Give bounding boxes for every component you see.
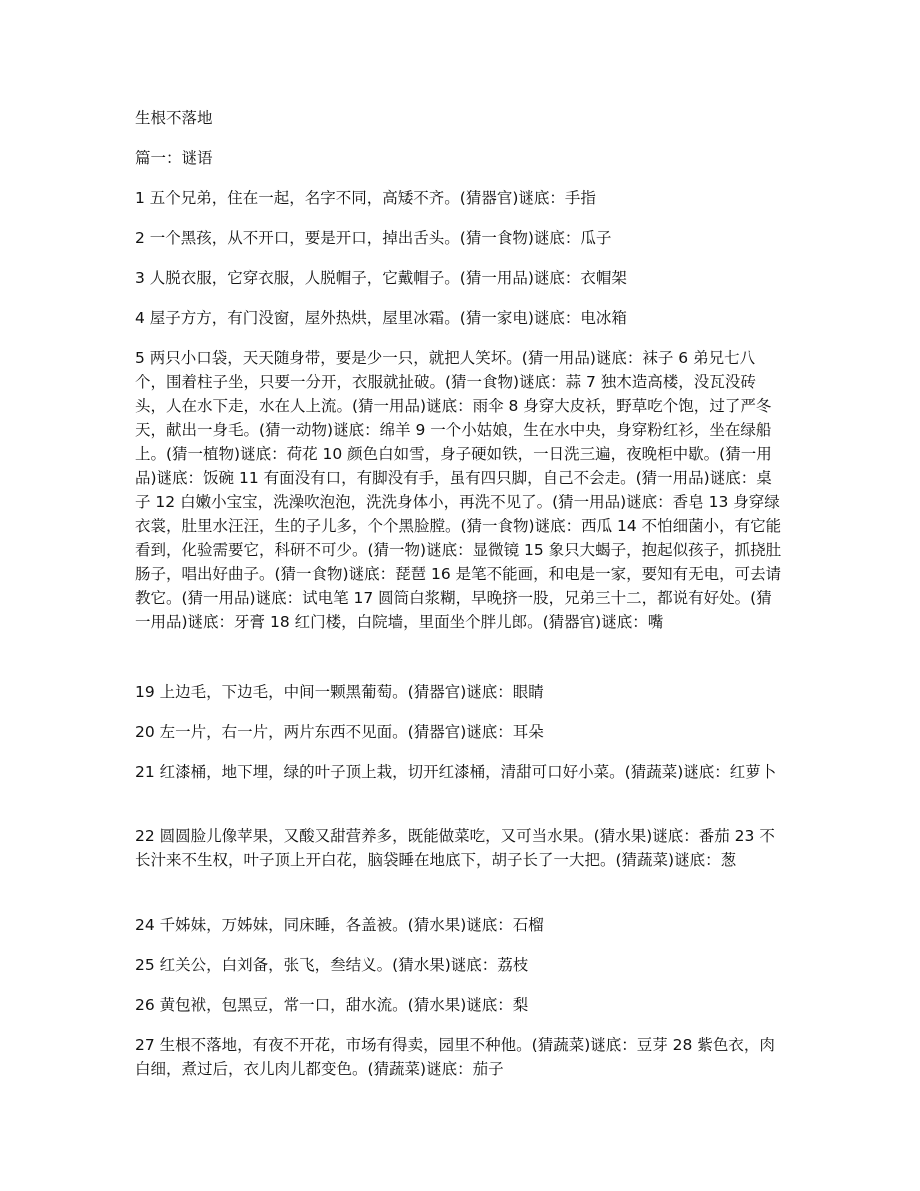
riddle-paragraph: 4 屋子方方，有门没窗，屋外热烘，屋里冰霜。(猜一家电)谜底：电冰箱 xyxy=(135,309,627,327)
riddle-paragraph: 21 红漆桶，地下埋，绿的叶子顶上栽，切开红漆桶，清甜可口好小菜。(猜蔬菜)谜底：红萝卜 xyxy=(135,763,777,781)
riddle-paragraph: 1 五个兄弟，住在一起，名字不同，高矮不齐。(猜器官)谜底：手指 xyxy=(135,189,596,207)
document-title: 生根不落地 xyxy=(135,109,213,127)
riddle-paragraph: 22 圆圆脸儿像苹果，又酸又甜营养多，既能做菜吃，又可当水果。(猜水果)谜底：番茄 23 不长汁来不生权，叶子顶上开白花，脑袋睡在地底下，胡子长了一大把。(猜蔬菜)谜底：葱 xyxy=(135,827,775,869)
riddle-paragraph: 24 千姊妹，万姊妹，同床睡，各盖被。(猜水果)谜底：石榴 xyxy=(135,916,544,934)
riddle-paragraph: 2 一个黑孩，从不开口，要是开口，掉出舌头。(猜一食物)谜底：瓜子 xyxy=(135,229,612,247)
section-heading: 篇一：谜语 xyxy=(135,149,213,167)
riddle-paragraph: 26 黄包袱，包黑豆，常一口，甜水流。(猜水果)谜底：梨 xyxy=(135,996,529,1014)
riddle-paragraph: 3 人脱衣服，它穿衣服，人脱帽子，它戴帽子。(猜一用品)谜底：衣帽架 xyxy=(135,269,627,287)
riddle-paragraph: 20 左一片，右一片，两片东西不见面。(猜器官)谜底：耳朵 xyxy=(135,723,544,741)
riddle-paragraph-long: 5 两只小口袋，天天随身带，要是少一只，就把人笑坏。(猜一用品)谜底：袜子 6 弟兄七八个，围着柱子坐，只要一分开，衣服就扯破。(猜一食物)谜底：蒜 7 独木造高楼，没瓦没砖头，人在水下走，水在人上流。(猜一用品)谜底：雨伞 8 身穿大皮袄，野草吃个饱，过了严冬天，献出一身毛。(猜一动物)谜底：绵羊 9 一个小姑娘，生在水中央，身穿粉红衫，坐在绿船上。(猜一植物)谜底：荷花 10 颜色白如雪，身子硬如铁，一日洗三遍，夜晚柜中歇。(猜一用品)谜底：饭碗 11 有面没有口，有脚没有手，虽有四只脚，自己不会走。(猜一用品)谜底：桌子 12 白嫩小宝宝，洗澡吹泡泡，洗洗身体小，再洗不见了。(猜一用品)谜底：香皂 13 身穿绿衣裳，肚里水汪汪，生的子儿多，个个黑脸膛。(猜一食物)谜底：西瓜 14 不怕细菌小，有它能看到，化验需要它，科研不可少。(猜一物)谜底：显微镜 15 象只大蝎子，抱起似孩子，抓挠肚肠子，唱出好曲子。(猜一食物)谜底：琵琶 16 是笔不能画，和电是一家，要知有无电，可去请教它。(猜一用品)谜底：试电笔 17 圆筒白浆糊，早晚挤一股，兄弟三十二，都说有好处。(猜一用品)谜底：牙膏 18 红门楼，白院墙，里面坐个胖儿郎。(猜器官)谜底：嘴 xyxy=(135,349,782,631)
riddle-paragraph: 25 红关公，白刘备，张飞，叁结义。(猜水果)谜底：荔枝 xyxy=(135,956,529,974)
riddle-paragraph: 27 生根不落地，有夜不开花，市场有得卖，园里不种他。(猜蔬菜)谜底：豆芽 28 紫色衣，肉白细，煮过后，衣儿肉儿都变色。(猜蔬菜)谜底：茄子 xyxy=(135,1036,775,1078)
riddle-paragraph: 19 上边毛，下边毛，中间一颗黑葡萄。(猜器官)谜底：眼睛 xyxy=(135,683,544,701)
